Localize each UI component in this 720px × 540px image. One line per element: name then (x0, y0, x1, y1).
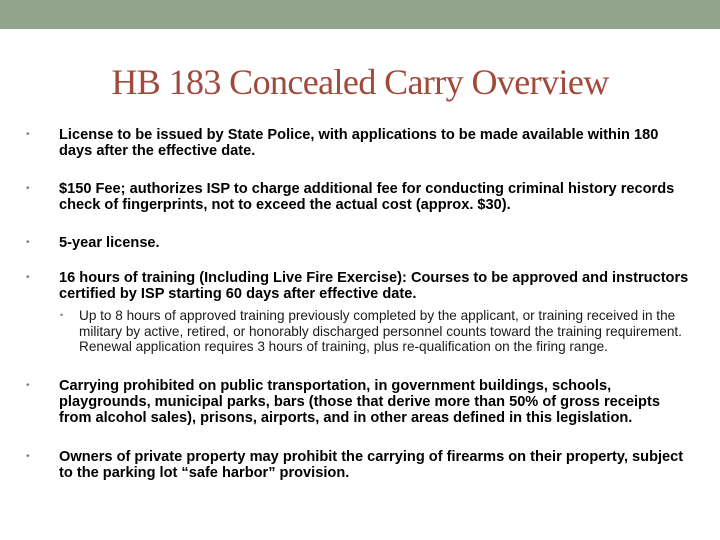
bullet-item-fee (26, 181, 692, 213)
bullet-item-license-term (26, 235, 692, 251)
bullet-item-training (26, 270, 692, 302)
bullet-text: Owners of private property may prohibit the carrying of firearms on their property, subject to the parking lot “safe harbor” provision. (59, 448, 684, 481)
sub-bullet-icon: • (60, 310, 64, 320)
bullet-text: 5-year license. (59, 235, 160, 251)
header-accent-band (0, 0, 720, 29)
bullet-icon: • (26, 450, 30, 462)
bullet-item-prohibited-places (26, 378, 692, 426)
bullet-list (26, 127, 692, 481)
sub-bullet-text: Up to 8 hours of approved training previously completed by the applicant, or training received in the military by active, retired, or honorably discharged personnel counts toward the training requirement. Renewal application requires 3 hours of training, plus re-qualification on the firing range. (79, 308, 682, 355)
slide-title: HB 183 Concealed Carry Overview (111, 62, 609, 102)
bullet-text: License to be issued by State Police, with applications to be made available within 180 days after the effective date. (59, 127, 659, 159)
sub-bullet-item-prior-training (26, 308, 692, 355)
bullet-icon: • (26, 272, 30, 283)
bullet-text: 16 hours of training (Including Live Fire Exercise): Courses to be approved and instructors certified by ISP starting 60 days after effective date. (59, 270, 689, 302)
bullet-text: Carrying prohibited on public transportation, in government buildings, schools, playgrounds, municipal parks, bars (those that derive more than 50% of gross receipts from alcohol sales), prisons, airports, and in other areas defined in this legislation. (59, 377, 660, 426)
bullet-icon: • (26, 237, 30, 248)
bullet-text: $150 Fee; authorizes ISP to charge additional fee for conducting criminal history records check of fingerprints, not to exceed the actual cost (approx. $30). (59, 181, 675, 213)
bullet-icon: • (26, 379, 30, 391)
bullet-icon: • (26, 129, 30, 140)
bullet-item-private-property (26, 449, 692, 481)
bullet-icon: • (26, 183, 30, 194)
bullet-item-license-issuance (26, 127, 692, 159)
